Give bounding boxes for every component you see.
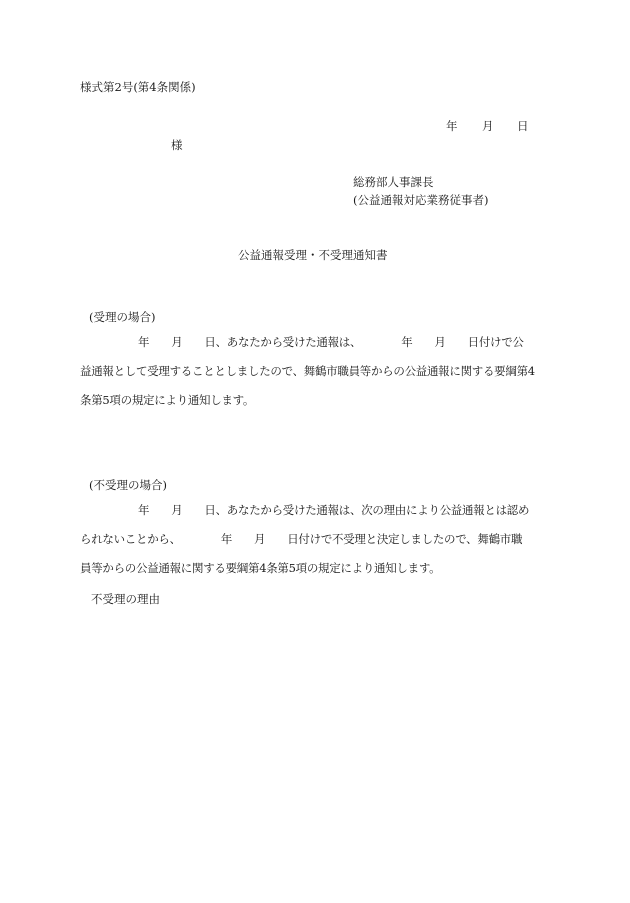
rejected-line2-month: 月	[254, 532, 266, 546]
document-title: 公益通報受理・不受理通知書	[238, 248, 388, 262]
addressee-suffix: 様	[171, 138, 183, 152]
rejected-line1-month: 月	[171, 503, 183, 517]
rejected-heading: (不受理の場合)	[89, 478, 167, 492]
rejected-line-3: 員等からの公益通報に関する要綱第4条第5項の規定により通知します。	[80, 561, 441, 575]
date-day-label: 日	[517, 119, 529, 133]
sender-role: (公益通報対応業務従事者)	[353, 193, 489, 207]
rejected-line-2	[80, 525, 550, 554]
rejected-line2-tail: 日付けで不受理と決定しましたので、舞鶴市職	[287, 532, 523, 546]
accepted-line1-text: 日、あなたから受けた通報は、	[204, 335, 362, 349]
rejected-line1-year: 年	[138, 503, 150, 517]
accepted-body	[80, 328, 550, 415]
accepted-line1-month: 月	[171, 335, 183, 349]
rejected-line2-year: 年	[220, 532, 233, 546]
accepted-line1-tail: 日付けで公	[467, 335, 524, 349]
accepted-line1-year: 年	[138, 335, 150, 349]
date-year-label: 年	[446, 119, 458, 133]
rejected-body	[80, 496, 550, 583]
form-number: 様式第2号(第4条関係)	[80, 80, 196, 94]
rejected-line1-text: 日、あなたから受けた通報は、次の理由により公益通報とは認め	[204, 503, 530, 517]
date-month-label: 月	[482, 119, 494, 133]
rejection-reason-label: 不受理の理由	[91, 592, 160, 606]
rejected-line-1	[80, 496, 550, 525]
rejected-line2-head: られないことから、	[80, 532, 181, 546]
sender-title: 総務部人事課長	[353, 175, 434, 189]
accepted-line-2: 益通報として受理することとしましたので、舞鶴市職員等からの公益通報に関する要綱第4	[80, 364, 535, 378]
accepted-line-3: 条第5項の規定により通知します。	[80, 393, 255, 407]
accepted-line-1	[80, 328, 550, 357]
accepted-line1-year2: 年	[401, 335, 413, 349]
accepted-line1-month2: 月	[434, 335, 446, 349]
accepted-heading: (受理の場合)	[89, 310, 156, 324]
